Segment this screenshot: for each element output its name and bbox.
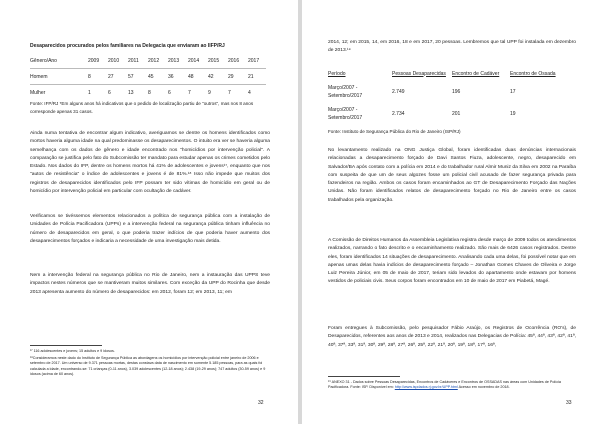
column-header: 2013 [168, 53, 188, 69]
paragraph: A Comissão de Direitos Humanos da Assembleia Legislativa registra desde março de 2009 todos os atendimentos realizados, narrando o fato descrito e o encaminhamento realizado. São mais de 6426 casos registrados. Dentre eles, foram identificados 14 situações de desaparecimento. Analisando cada uma delas, foi possível notar que em apenas umas delas havia indícios de desaparecimento forçado – Jonathan Gomes Chaves de Oliveira e Jorge Luiz Pereira Júnior, em 05 de maio de 2017, teriam sido levados do apartamento onde estavam por homens vestidos de policiais civis. Seus corpos foram encontrados em 10 de maio de 2017 em Piabetá, Magé. [328, 238, 576, 285]
column-header: 2011 [128, 53, 148, 69]
table-row [328, 81, 564, 103]
table-header-row [30, 53, 266, 69]
table-cell: 13 [128, 89, 134, 96]
table-cell: 6 [168, 89, 171, 96]
table-cell: 45 [148, 69, 168, 85]
table-cell: 4 [248, 89, 251, 96]
paragraph: 2014, 12; em 2015, 14, em 2016, 18 e em 2017, 20 pessoas. Lembremos que tal UPP foi instalada em dezembro de 2013.¹⁹ [328, 40, 576, 54]
table-cell: 29 [228, 69, 248, 85]
table-cell: 7 [188, 89, 191, 96]
table-title: Desaparecidos procurados pelos familiares na Delegacia que enviaram ao IIFP/RJ [30, 43, 225, 49]
paragraph: Foram entregues à Subcomissão, pelo pesquisador Fábio Araújo, os Registros de Ocorrência (RO's), de Desaparecidos, referentes aos anos de 2013 e 2014, realizados nas Delegacias de Polícia: 45ª, 44ª, 43ª, 42ª, 41ª, 40ª, 37ª, 33ª, 31ª, 30ª, 29ª, 28ª, 27ª, 26ª, 25ª, 22ª, 21ª, 20ª, 19ª, 18ª, 17ª, 16ª, [328, 326, 576, 348]
table-source: Fonte: Instituto de Segurança Pública do Rio de Janeiro (ISP/RJ) [328, 129, 461, 134]
paragraph: Verificamos se tivéssemos elementos relacionados a política de segurança pública com a instalação de Unidades de Polícia Pacificadora (UPPs) e a intervenção federal na segurança pública tinham influência no número de desaparecidos em geral, o que poderia trazer indícios de que poderia haver aumento dos desaparecimentos forçados e indicaria a necessidade de uma investigação mais detida. [30, 214, 270, 244]
table-cell: 17 [510, 89, 516, 95]
left-page [0, 0, 298, 424]
column-header: Período [328, 70, 346, 77]
paragraph: Nem a intervenção federal na segurança pública no Rio de Janeiro, nem a instauração das UPPS teve impactos nestes números que se mantiveram muitos similares. Com exceção da UPP do Rocinha que desde 2013 apresenta aumento do número de desaparecidos: em 2012, foram 12; em 2013, 11; em [30, 273, 270, 295]
right-page [302, 0, 600, 424]
column-header: Gênero/Ano [30, 53, 88, 69]
column-header: 2014 [188, 53, 208, 69]
table-cell: 196 [452, 89, 461, 95]
table-cell: 36 [168, 69, 188, 85]
table-cell: Mulher [30, 89, 46, 96]
column-header: Pessoas Desaparecidas [392, 70, 446, 77]
isp-table [328, 66, 564, 125]
column-header: 2017 [248, 53, 266, 69]
table-header-row [328, 66, 564, 81]
table-source: Fonte: IFP/RJ *Em alguns anos há indicativos que o pedido de localização partiu de "outros", mas nos 8 anos corresponde apenas 31 casos. [30, 101, 254, 114]
paragraph: Ainda numa tentativa de encontrar algum indicativo, averiguamos se dentre os homens identificados como mortos haveria alguma idade na qual predominasse os desaparecimentos. O intuito era ver se haveria alguma semelhança com os dados de gênero e idade encontrado nos "homicídios por intervenção policial". A comparação se justifica pelo fato do Subcomissão ter mandato para estudar apenas os crimes cometidos pelo Estado. Nos dados do IFP, dentre os homens mortos há 41% de adolescentes e jovens¹⁷, enquanto que nos "autos de resistência" o índice de adolescentes e jovens é de 81%.¹⁸ Isso não impede que muitos dos registros de desaparecidos identificados pelo IFP possam ter sido vítimas de homicídio em geral ou de homicídio por intervenção policial em particular com ocultação de cadáver. [30, 131, 270, 195]
footnote-link[interactable]: http://www.ispdados.rj.gov.br/UPP.html [394, 385, 458, 390]
table-cell: 7 [228, 89, 231, 96]
table-cell: 9 [208, 89, 211, 96]
column-header: 2012 [148, 53, 168, 69]
table-cell: 42 [208, 69, 228, 85]
page-number: 33 [566, 400, 572, 406]
column-header: Encontro de Cadáver [452, 70, 500, 77]
table-cell: 1 [88, 89, 91, 96]
desaparecidos-table [30, 53, 266, 100]
table-cell: Março/2007 - Setembro/2017 [328, 85, 363, 99]
footnote-rule [328, 376, 400, 377]
column-header: Encontro de Ossada [510, 70, 556, 77]
table-cell: Homem [30, 69, 88, 85]
table-cell: 8 [88, 69, 108, 85]
table-cell: Março/2007 - Setembro/2017 [328, 107, 363, 121]
footnote [328, 380, 576, 391]
column-header: 2016 [228, 53, 248, 69]
column-header: 2009 [88, 53, 108, 69]
footnote-text: ¹⁹ ANEXO 31 - Dados sobre Pessoas Desaparecidas, Encontros de Cadáveres e Encontros de OSSADAS nas áreas com Unidades de Polícia Pacificadora. Fonte: ISP. Disponível em: [328, 380, 561, 390]
footnote: ¹⁸Consideramos neste dado do Instituto de Segurança Pública as abordagens os homicídios por intervenção policial entre janeiro de 2006 e setembro de 2017. Um universo de 9.371 pessoas mortas, destas constava data de nascimento em somente 5.185 pessoas, para as quais foi calculada a idade, encontrando-se: 71 crianças (0-11 anos), 3.039 adolescentes (12-18 anos); 2.438 (19-29 anos); 747 adultos (30-59 anos) e 9 idosos (acima de 60 anos). [30, 356, 266, 377]
column-header: 2010 [108, 53, 128, 69]
table-cell: 21 [248, 69, 266, 85]
table-row [30, 85, 266, 101]
footnote: ¹⁷ 116 adolescentes e jovens; 15 adultos e 9 idosos. [30, 349, 115, 353]
table-cell: 2.734 [392, 111, 405, 117]
page-number: 32 [258, 400, 264, 406]
column-header: 2015 [208, 53, 228, 69]
table-cell: 201 [452, 111, 461, 117]
table-cell: 27 [108, 69, 128, 85]
paragraph: No levantamento realizado na ONG Justiça Global, foram identificadas duas denúncias internacionais relacionadas a desaparecimento forçado de Davi Santos Fiuza, adolescente, negro, desaparecido em Salvador/BA após contato com a polícia em 2014 e do trabalhador rural Almir Muniz da Silva em 2002 na Paraíba com suspeita de que um de seus algozes fosse um policial civil acusado de fazer segurança privada para fazendeiros na região. Ambos os casos foram encaminhados ao GT de Desaparecimento Forçado das Nações Unidas. Não foram identificados relatos de desaparecimento forçado no Rio de Janeiro entre os casos trabalhados pela organização. [328, 148, 576, 203]
footnote-tail: Acesso em novembro de 2018. [458, 385, 510, 390]
table-cell: 57 [128, 69, 148, 85]
table-row [30, 69, 266, 85]
table-cell: 19 [510, 111, 516, 117]
table-cell: 8 [148, 89, 151, 96]
table-row [328, 103, 564, 125]
footnote-rule [30, 345, 102, 346]
table-cell: 6 [108, 89, 111, 96]
table-cell: 2.749 [392, 89, 405, 95]
table-cell: 48 [188, 69, 208, 85]
